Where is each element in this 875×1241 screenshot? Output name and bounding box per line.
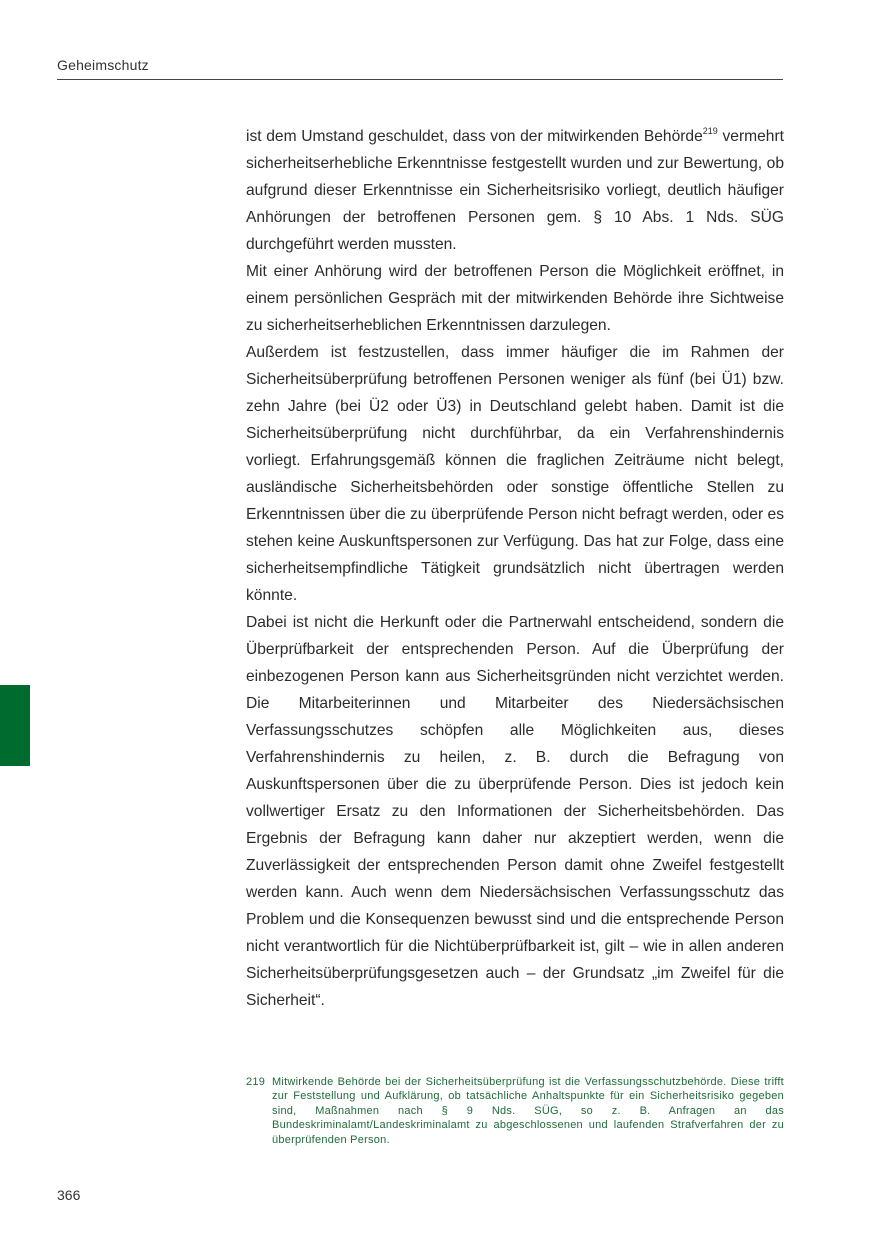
paragraph-2: Mit einer Anhörung wird der betroffenen Person die Möglichkeit eröffnet, in einem persönlichen Gespräch mit der mitwirkenden Behörde ihre Sichtweise zu sicherheitserheblichen Erkenntnissen darzulegen. [246, 263, 784, 334]
footnote-number: 219 [246, 1076, 266, 1088]
running-header: Geheimschutz [57, 57, 149, 73]
paragraph-1-start: ist dem Umstand geschuldet, dass von der mitwirkenden Behörde [246, 128, 703, 145]
main-text [246, 123, 784, 1014]
footnote-text: Mitwirkende Behörde bei der Sicherheitsüberprüfung ist die Verfassungsschutzbehörde. Diese trifft zur Feststellung und Aufklärung, ob tatsächliche Anhaltspunkte für ein Sicherheitsrisiko gegeben sind, Maßnahmen nach § 9 Nds. SÜG, so z. B. Anfragen an das Bundeskriminalamt/Landeskriminalamt zu abgeschlossenen und laufenden Strafverfahren der zu überprüfenden Person. [272, 1076, 784, 1146]
chapter-marker-tab [0, 685, 30, 766]
paragraph-4: Dabei ist nicht die Herkunft oder die Partnerwahl entscheidend, sondern die Überprüfbarkeit der entsprechenden Person. Auf die Überprüfung der einbezogenen Person kann aus Sicherheitsgründen nicht verzichtet werden. Die Mitarbeiterinnen und Mitarbeiter des Niedersächsischen Verfassungsschutzes schöpfen alle Möglichkeiten aus, dieses Verfahrenshindernis zu heilen, z. B. durch die Befragung von Auskunftspersonen über die zu überprüfende Person. Dies ist jedoch kein vollwertiger Ersatz zu den Informationen der Sicherheitsbehörden. Das Ergebnis der Befragung kann daher nur akzeptiert werden, wenn die Zuverlässigkeit der entsprechenden Person damit ohne Zweifel festgestellt werden kann. Auch wenn dem Niedersächsischen Verfassungsschutz das Problem und die Konsequenzen bewusst sind und die entsprechende Person nicht verantwortlich für die Nichtüberprüfbarkeit ist, gilt – wie in allen anderen Sicherheitsüberprüfungsgesetzen auch – der Grundsatz „im Zweifel für die Sicherheit“. [246, 614, 784, 1009]
footnote-reference-219[interactable]: 219 [702, 125, 718, 136]
footnote-219 [246, 1075, 784, 1147]
paragraph-1-rest: vermehrt sicherheitserhebliche Erkenntnisse festgestellt wurden und zur Bewertung, ob aufgrund dieser Erkenntnisse ein Sicherheitsrisiko vorliegt, deutlich häufiger Anhörungen der betroffenen Personen gem. § 10 Abs. 1 Nds. SÜG durchgeführt werden mussten. [246, 128, 784, 253]
paragraph-1 [246, 123, 784, 258]
paragraph-3: Außerdem ist festzustellen, dass immer häufiger die im Rahmen der Sicherheitsüberprüfung betroffenen Personen weniger als fünf (bei Ü1) bzw. zehn Jahre (bei Ü2 oder Ü3) in Deutschland gelebt haben. Damit ist die Sicherheitsüberprüfung nicht durchführbar, da ein Verfahrenshindernis vorliegt. Erfahrungsgemäß können die fraglichen Zeiträume nicht belegt, ausländische Sicherheitsbehörden oder sonstige öffentliche Stellen zu Erkenntnissen über die zu überprüfende Person nicht befragt werden, oder es stehen keine Auskunftspersonen zur Verfügung. Das hat zur Folge, dass eine sicherheitsempfindliche Tätigkeit grundsätzlich nicht übertragen werden könnte. [246, 344, 784, 604]
page-number: 366 [57, 1187, 81, 1203]
header-divider [57, 79, 783, 80]
